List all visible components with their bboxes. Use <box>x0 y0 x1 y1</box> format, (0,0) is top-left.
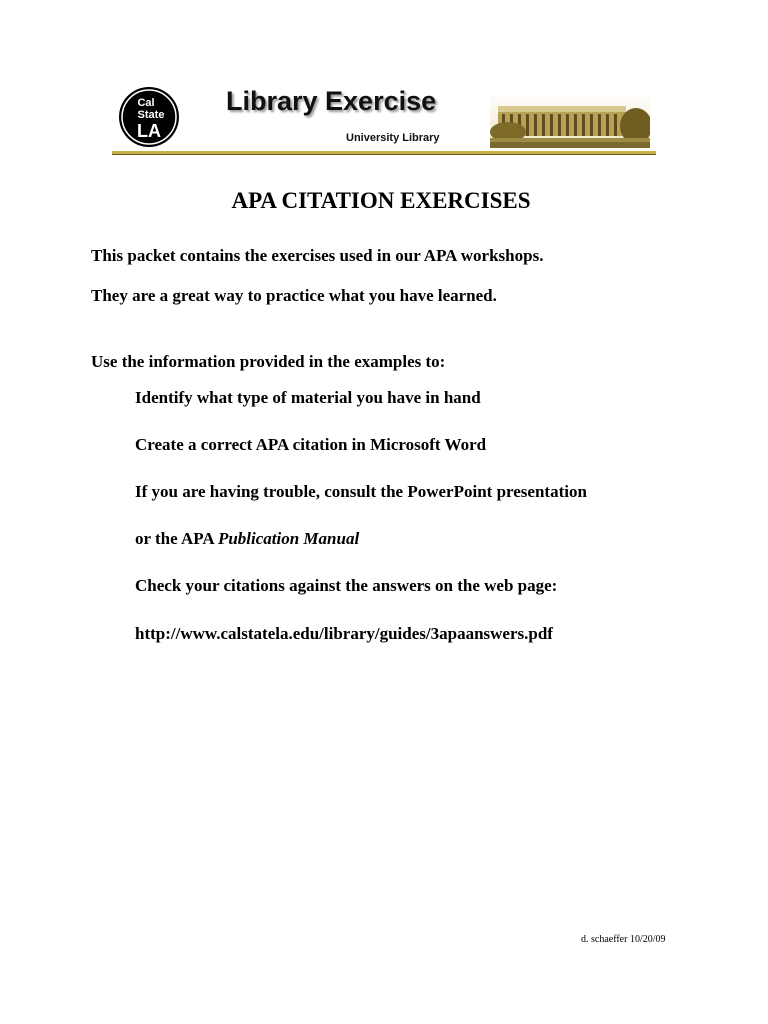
instructions-heading: Use the information provided in the examples to: <box>91 352 446 371</box>
answers-url: http://www.calstatela.edu/library/guides/3apaanswers.pdf <box>135 624 553 643</box>
library-building-photo <box>490 92 650 148</box>
seal-text-la: LA <box>137 121 161 141</box>
step-create-citation: Create a correct APA citation in Microsoft Word <box>135 435 487 454</box>
seal-text-state: State <box>137 109 165 121</box>
author-signature: d. schaeffer 10/20/09 <box>581 934 666 945</box>
library-exercise-header <box>112 80 656 154</box>
manual-prefix: or the APA <box>135 529 218 548</box>
intro-line-2: They are a great way to practice what you have learned. <box>91 286 497 305</box>
step-publication-manual <box>135 529 359 549</box>
header-title: Library Exercise <box>226 86 437 116</box>
publication-manual-title: Publication Manual <box>217 529 360 548</box>
step-identify: Identify what type of material you have in hand <box>135 388 481 407</box>
intro-line-1: This packet contains the exercises used in our APA workshops. <box>91 246 544 265</box>
seal-text-cal: Cal <box>137 97 155 109</box>
header-subtitle: University Library <box>346 132 440 144</box>
check-answers-line: Check your citations against the answers on the web page: <box>135 576 558 595</box>
header-rule <box>112 151 656 155</box>
cal-state-la-seal <box>118 86 180 148</box>
page-title: APA CITATION EXERCISES <box>231 188 531 213</box>
step-consult-powerpoint: If you are having trouble, consult the PowerPoint presentation <box>135 482 587 501</box>
